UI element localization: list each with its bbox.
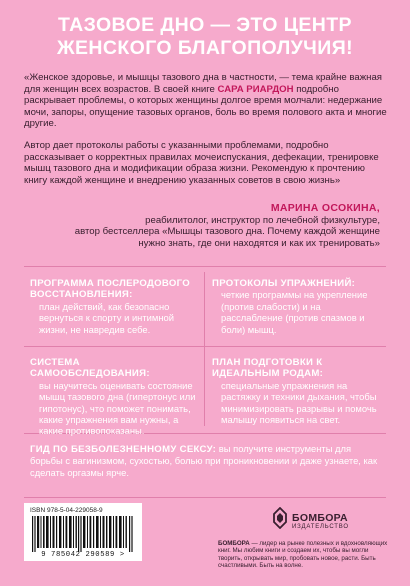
feature-postpartum bbox=[30, 278, 198, 335]
footer-divider bbox=[24, 497, 386, 498]
tagline-text: — лидер на рынке полезных и вдохновляющих книг. Мы любим книги и создаем их, чтобы вы могли творить, открывать мир, пробовать новое, расти. Быть счастливыми. Быть на волне. bbox=[218, 540, 388, 570]
endorser-name: МАРИНА ОСОКИНА, bbox=[270, 202, 380, 214]
headline-line-2: ЖЕНСКОГО БЛАГОПОЛУЧИЯ! bbox=[56, 37, 354, 59]
divider-top bbox=[24, 266, 386, 267]
feature-heading: СИСТЕМА САМООБСЛЕДОВАНИЯ: bbox=[30, 357, 150, 380]
feature-text: четкие программы на укрепление (против слабости) и на расслабление (против спазмов и боли) мышц. bbox=[221, 289, 368, 335]
publisher-name: БОМБОРА bbox=[292, 512, 348, 524]
endorsement-paragraph-2: Автор дает протоколы работы с указанными проблемами, подробно рассказывает о корректных правилах мочеиспускания, дефекации, тренировке мышц тазового дна и модификации образа жизни. Рекомендую к прочтению книгу каждой женщине и внедрению указанных советов в свою жизнь» bbox=[24, 140, 379, 186]
barcode-icon bbox=[32, 516, 134, 552]
feature-heading: ГИД ПО БЕЗБОЛЕЗНЕННОМУ СЕКСУ: bbox=[30, 444, 217, 455]
feature-heading: ПРОГРАММА ПОСЛЕРОДОВОГО ВОССТАНОВЛЕНИЯ: bbox=[30, 278, 191, 301]
headline-line-1: ТАЗОВОЕ ДНО — ЭТО ЦЕНТР bbox=[58, 14, 352, 36]
divider-middle bbox=[24, 346, 386, 347]
feature-heading: ПЛАН ПОДГОТОВКИ К ИДЕАЛЬНЫМ РОДАМ: bbox=[212, 357, 324, 380]
feature-painless-sex-guide bbox=[30, 443, 380, 478]
tagline-brand: БОМБОРА bbox=[218, 540, 250, 547]
endorsement-paragraph-1 bbox=[24, 72, 390, 130]
intro-text-end: подробно раскрывает проблемы, о которых женщины долгое время молчали: недержание мочи, запоры, опущение тазовых органов, боль во время полового акта и многие другие. bbox=[24, 83, 387, 130]
cover-headline bbox=[0, 14, 410, 60]
feature-self-examination bbox=[30, 357, 198, 437]
feature-exercise-protocols bbox=[212, 278, 382, 335]
endorser-credit: автор бестселлера «Мышцы тазового дна. Почему каждой женщине нужно знать, где они находятся и как их тренировать» bbox=[74, 226, 380, 249]
isbn-label: ISBN 978-5-04-229058-9 bbox=[30, 507, 103, 514]
feature-text: специальные упражнения на растяжку и техники дыхания, чтобы минимизировать разрывы и помочь малышу появиться на свет. bbox=[221, 379, 377, 426]
feature-text: вы получите инструменты для борьбы с вагинизмом, сухостью, болью при проникновении и даже узнаете, как сделать оргазмы ярче. bbox=[30, 443, 378, 478]
feature-birth-preparation bbox=[212, 357, 382, 425]
ean-number: 9 785042 290589 > bbox=[41, 551, 125, 559]
divider-vertical bbox=[204, 272, 205, 426]
barcode-panel bbox=[24, 503, 142, 561]
book-author-name: САРА РИАРДОН bbox=[217, 83, 294, 95]
feature-heading: ПРОТОКОЛЫ УПРАЖНЕНИЙ: bbox=[212, 278, 356, 289]
bombora-logo-icon bbox=[271, 507, 289, 529]
intro-text-start: «Женское здоровье, и мышцы тазового дна в частности, — тема крайне важная для женщин всех возрастов. В своей книге bbox=[24, 72, 382, 95]
publisher-tagline bbox=[218, 540, 394, 570]
endorser-role: реабилитолог, инструктор по лечебной физкультуре, bbox=[145, 214, 380, 226]
feature-text: план действий, как безопасно вернуться к спорту и интимной жизни, не навредив себе. bbox=[39, 300, 174, 335]
feature-text: вы научитесь оценивать состояние мышц тазового дна (гипертонус или гипотонус), что поможет понимать, какие упражнения вам нужны, а какие противопоказаны. bbox=[39, 379, 196, 437]
publisher-subtitle: ИЗДАТЕЛЬСТВО bbox=[292, 524, 349, 530]
endorser-block bbox=[50, 203, 380, 249]
